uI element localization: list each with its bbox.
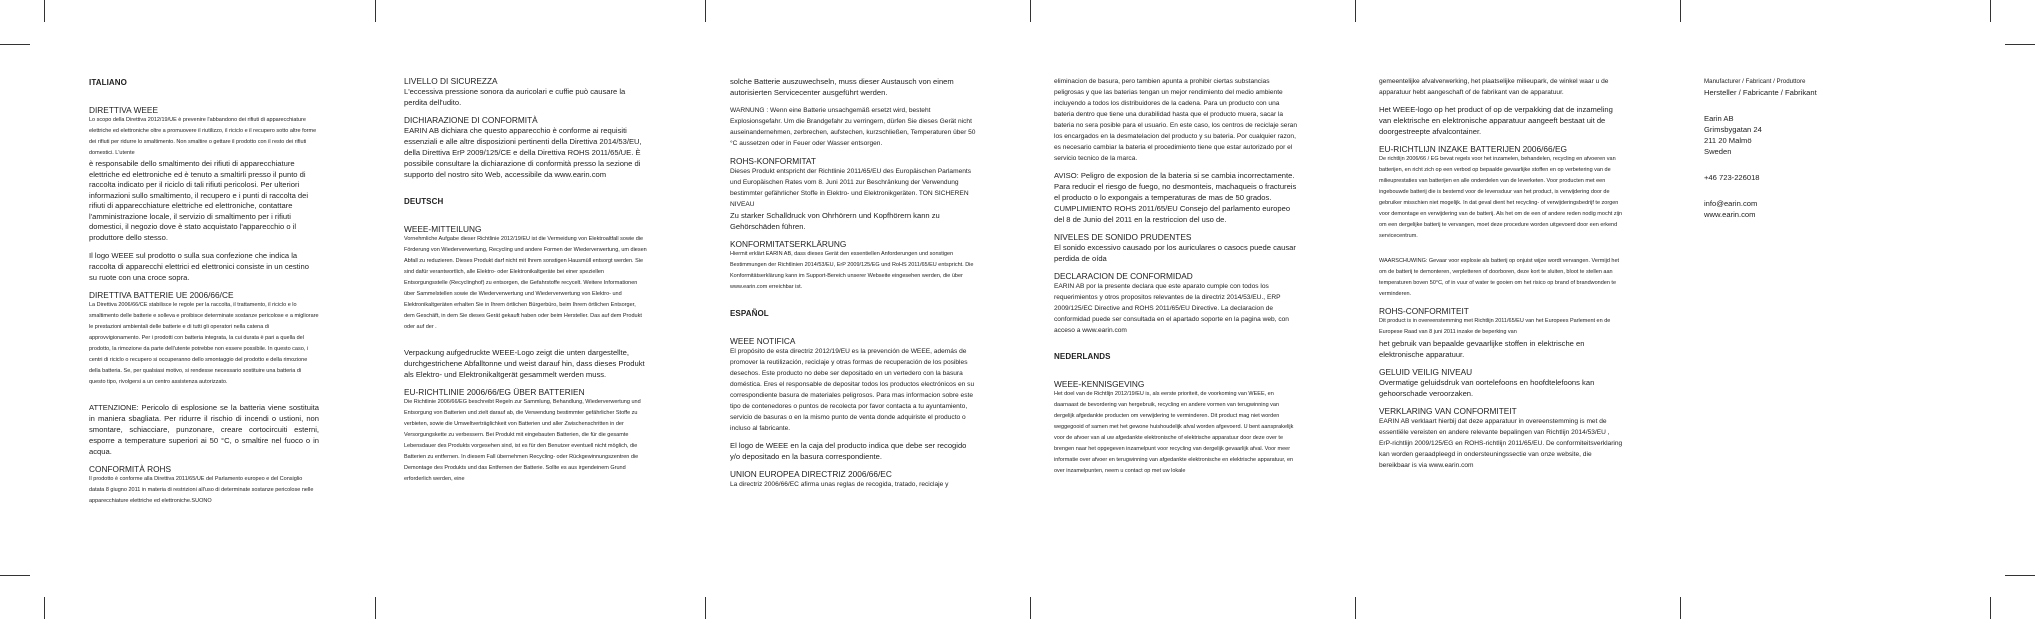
crop-mark [44,0,45,22]
section-title-doc: DICHIARAZIONE DI CONFORMITÀ [404,115,538,125]
section-body-battery-cont: eliminacion de basura, pero tambien apunta a prohibir ciertas substancias peligrosas y que las baterias tengan un mejor rendimiento del medio ambiente incluyendo a todos los distribuidores de la cadena. Para un producto con una bateria dentro que tiene una durabilidad hasta que el producto muera, sacar la bateria no sera posible para el usuario. En este caso, los centros de reciclaje seran los encargados en la desmatelacion del producto y su bateria. Por cualquier razon, es necesario cambiar la bateria el procedimiento tiene que estar autorizado por el servicio tecnico de la marca. [1054,78,1298,162]
section-title-safety: LIVELLO DI SICUREZZA [404,76,498,86]
section-title-rohs: ROHS-CONFORMITEIT [1379,306,1469,316]
address-street: Grimsbygatan 24 [1704,125,1762,134]
section-body-safety: Overmatige geluidsdruk van oortelefoons en hoofdtelefoons kan gehoorschade veroorzaken. [1379,378,1595,398]
section-title-weee: DIRETTIVA WEEE [89,105,158,115]
section-title-battery: EU-RICHTLINIE 2006/66/EG ÜBER BATTERIEN [404,387,585,397]
weee-logo-text: Il logo WEEE sul prodotto o sulla sua confezione che indica la raccolta di apparecchi elettrici ed elettronici consiste in un cestino su ruote con una croce sopra. [89,251,309,282]
crop-mark [2005,575,2035,576]
section-body-weee: Lo scopo della Direttiva 2012/19/UE è prevenire l'abbandono dei rifiuti di apparecchiature elettriche ed elettroniche oltre a promuovere il riutilizzo, il riciclo e il recupero sotto altre forme dei rifiuti per ridurre lo smaltimento. Non smaltire o gettare il prodotto con il resto dei rifiuti domestici. L'utente [89,117,317,156]
section-body-battery: De richtlijn 2006/66 / EG bevat regels voor het inzamelen, behandelen, recycling en afvoeren van batterijen, en richt zich op een verbod op bepaalde gevaarlijke stoffen en op verbetering van de milieuprestaties van batterijen en alle onderdelen van de leverketen. Voor producten met een ingebouwde batterij die is bestemd voor de levensduur van het product, is verwijdering door de gebruiker misschien niet mogelijk. In dat geval dient het recycling- of verwijderingsbedrijf te zorgen voor demontage en verwijdering van de batterij. Als het om de een of andere reden nodig mocht zijn om een dergelijke batterij te vervangen, moet deze procedure worden uitgevoerd door een erkend servicecentrum. [1379,156,1623,239]
section-body-battery: La directriz 2006/66/EC afirma unas reglas de recogida, tratado, reciclaje y [730,481,949,488]
battery-warning: WARNUNG : Wenn eine Batterie unsachgemäß ersetzt wird, besteht Explosionsgefahr. Um die Brandgefahr zu verringern, dürfen Sie dieses Gerät nicht auseinandernehmen, zerbrechen, aufstechen, kurzschließen, Temperaturen über 50 °C aussetzen oder in Feuer oder Wasser entsorgen. [730,107,976,147]
fold-mark [705,597,706,619]
weee-logo-text: Verpackung aufgedruckte WEEE-Logo zeigt die unten dargestellte, durchgestrichene Abfalltonne und weist darauf hin, dass dieses Produkt als Elektro- und Elektronikaltgerät gesammelt werden muss. [404,348,645,379]
fold-mark [705,0,706,22]
crop-mark [1990,0,1991,22]
section-title-rohs: ROHS-KONFORMITAT [730,156,816,166]
language-heading-italiano: ITALIANO [89,78,127,87]
battery-warning: AVISO: Peligro de exposion de la bateria si se cambia incorrectamente. Para reducir el riesgo de fuego, no desmonteis, machaqueis o fractureis el producto o lo expongais a temperaturas de mas de 50 grados. CUMPLIMIENTO ROHS 2011/65/EU Consejo del parlamento europeo del 8 de Junio del 2011 en la restriccion del uso de. [1054,171,1297,224]
section-body-weee: Het doel van de Richtlijn 2012/19/EU is, als eerste prioriteit, de voorkoming van WEEE, en daarnaast de bevordering van hergebruik, recycling en andere vormen van terugwinning van dergelijk afgedankte producten om verwijdering te verminderen. Dit product mag niet worden weggegooid of samen met het gewone huishoudelijk afval worden afgevoerd. U bent aansprakelijk voor de afvoer van al uw afgedankte elektronische of elektrische apparatuur door deze over te brengen naar het opgegeven inzamelpunt voor recycling van dergelijk gevaarlijk afval. Voor meer informatie over afvoer en terugwinning van afgedankte elektronische en elektrische apparatuur, en over inzamelpunten, neem u contact op met uw lokale [1054,391,1294,474]
column-italiano [89,76,319,513]
battery-warning: ATTENZIONE: Pericolo di esplosione se la batteria viene sostituita in maniera sbagliata. Per ridurre il rischio di incendi o ustioni, non smontare, schiacciare, punzonare, creare cortocircuiti esterni, esporre a temperature superiori ai 50 °C, o smaltire nel fuoco o in acqua. [89,403,319,456]
fold-mark [1680,597,1681,619]
email-address: info@earin.com [1704,199,1758,208]
section-title-weee: WEEE-KENNISGEVING [1054,379,1145,389]
language-heading-deutsch: DEUTSCH [404,197,444,206]
section-body-rohs-cont: het gebruik van bepaalde gevaarlijke stoffen in elektrische en elektronische apparatuur. [1379,339,1585,359]
fold-mark [1355,0,1356,22]
section-body-sound: Zu starker Schalldruck von Ohrhörern und Kopfhörern kann zu Gehörschäden führen. [730,211,940,231]
phone-number: +46 723-226018 [1704,173,1760,182]
section-title-rohs: CONFORMITÀ ROHS [89,464,172,474]
section-title-weee: WEEE-MITTEILUNG [404,224,482,234]
column-nederlands [1054,76,1297,483]
fold-mark [1680,0,1681,22]
section-body-safety: El sonido excessivo causado por los auriculares o casocs puede causar perdida de oída [1054,243,1296,263]
section-title-doc: VERKLARING VAN CONFORMITEIT [1379,406,1517,416]
address-city: 211 20 Malmö [1704,136,1752,145]
fold-mark [1030,597,1031,619]
section-title-doc: KONFORMITATSERKLÄRUNG [730,239,847,249]
crop-mark [0,44,30,45]
column-manufacturer [1704,76,1884,227]
manufacturer-label-alt: Hersteller / Fabricante / Fabrikant [1704,88,1817,97]
section-body-rohs: Il prodotto è conforme alla Direttiva 2011/65/UE del Parlamento europeo e del Consiglio datata 8 giugno 2011 in materia di restrizioni all'uso di determinate sostanze pericolose nelle apparecchiature elettriche ed elettroniche.SUONO [89,476,314,504]
section-body-doc: EARIN AB dichiara che questo apparecchio è conforme ai requisiti essenziali e alle altre disposizioni pertinenti della Direttiva 2014/53/EU, della Direttiva ErP 2009/125/CE e della Direttiva ROHS 2011/65/UE. È possibile consultare la dichiarazione di conformità presso la sezione di supporto del nostro sito Web, accessibile da www.earin.com [404,126,642,179]
section-title-battery: DIRETTIVA BATTERIE UE 2006/66/CE [89,290,234,300]
section-title-safety: GELUID VEILIG NIVEAU [1379,367,1473,377]
column-deutsch [404,76,647,491]
section-body-weee-cont: gemeentelijke afvalverwerking, het plaatselijke milieupark, de winkel waar u de apparatuur hebt aangeschaft of de fabrikant van de apparatuur. [1379,78,1609,96]
section-title-battery: UNION EUROPEA DIRECTRIZ 2006/66/EC [730,469,892,479]
company-name: Earin AB [1704,114,1734,123]
manufacturer-label: Manufacturer / Fabricant / Produttore [1704,78,1806,85]
fold-mark [1355,597,1356,619]
crop-mark [2005,44,2035,45]
section-body-rohs: Dit product is in overeenstemming met Richtlijn 2011/65/EU van het Europees Parlement en de Europese Raad van 8 juni 2011 inzake de beperking van [1379,318,1611,335]
battery-warning: WAARSCHUWING: Gevaar voor explosie als batterij op onjuist wijze wordt vervangen. Vermijd het om de batterij te demonteren, verpletteren of doorboren, deze kort te sluiten, bloot te stellen aan temperaturen boven 50°C, of in vuur of water te gooien om het risico op brand of brandwonden te verminderen. [1379,258,1620,297]
fold-mark [375,0,376,22]
section-body-doc: EARIN AB por la presente declara que este aparato cumple con todos los requerimientos y otros propositos relevantes de la directriz 2014/53/EU., ERP 2009/125/EC Directive and ROHS 2011/65/EU Directive. La declaracion de conformidad puede ser consultada en el apartado soporte en la pagina web, con acceso a www.earin.com [1054,283,1289,334]
section-body-weee: El propósito de esta directriz 2012/19/EU es la prevención de WEEE, además de promover la reutilización, reciclaje y otras formas de recuperación de los posibles desechos. Este producto no debe ser depositado en un vertedero con la basura doméstica. Eres el responsable de depositar todos los productos electrónicos en su correspondiente basura de materiales peligrosos. Para mas informacion sobre este tipo de contenedores o puntos de recolecta por favor contacta a tu ayuntamiento, servicio de basuras o en la mismo punto de venta donde adquiriste el producto o incluso al fabricante. [730,348,975,432]
section-body-battery: La Direttiva 2006/66/CE stabilisce le regole per la raccolta, il trattamento, il riciclo e lo smaltimento delle batterie e solleva e proibisce determinate sostanze pericolose e a migliorare le prestazioni ambientali delle batterie e di tutti gli operatori nella catena di approvvigionamento. Per i prodotti con batteria integrata, la cui durata è pari a quella del prodotto, la rimozione da parte dell'utente potrebbe non essere possibile. In questo caso, i centri di riciclo o recupero si occuperanno dello smontaggio del prodotto e della rimozione della batteria. Se, per qualsiasi motivo, si rendesse necessario sostituire una batteria di questo tipo, rivolgersi a un centro assistenza autorizzato. [89,302,319,385]
section-title-battery: EU-RICHTLIJN INZAKE BATTERIJEN 2006/66/EG [1379,144,1567,154]
fold-mark [375,597,376,619]
section-body-doc: EARIN AB verklaart hierbij dat deze apparatuur in overeenstemming is met de essentiële vereisten en andere relevante bepalingen van Richtlijn 2014/53/EU , ErP-richtlijn 2009/125/EG en ROHS-richtlijn 2011/65/EU. De conformiteitsverklaring kan worden geraadpleegd in ondersteuningssectie van onze website, die bereikbaar is via www.earin.com [1379,418,1623,469]
section-body-battery-cont: solche Batterie auszuwechseln, muss dieser Austausch von einem autorisierten Servicecenter ausgeführt werden. [730,77,954,97]
weee-logo-text: Het WEEE-logo op het product of op de verpakking dat de inzameling van elektrische en elektronische apparatuur aangeeft bestaat uit de doorgestreepte afvalcontainer. [1379,105,1613,136]
section-body-safety: L'eccessiva pressione sonora da auricolari e cuffie può causare la perdita dell'udito. [404,87,626,107]
crop-mark [1990,597,1991,619]
section-title-weee: WEEE NOTIFICA [730,336,796,346]
crop-mark [44,597,45,619]
language-heading-nederlands: NEDERLANDS [1054,352,1111,361]
column-nederlands-cont [1379,76,1624,477]
website: www.earin.com [1704,210,1756,219]
section-title-safety: NIVELES DE SONIDO PRUDENTES [1054,232,1192,242]
fold-mark [1030,0,1031,22]
weee-logo-text: El logo de WEEE en la caja del producto indica que debe ser recogido y/o depositado en la basura correspondiente. [730,441,967,461]
column-espanol [730,76,978,496]
section-body-doc: Hiermit erklärt EARIN AB, dass dieses Gerät den essentiellen Anforderungen und sonstigen Bestimmungen der Richtlinien 2014/53/EU, ErP 2009/125/EG und RoHS 2011/65/EU entspricht. Die Konformitätserklärung kann im Support-Bereich unserer Webseite eingesehen werden, die über www.earin.com erreichbar ist. [730,251,974,290]
section-body-weee-cont: è responsabile dello smaltimento dei rifiuti di apparecchiature elettriche ed elettroniche ed è tenuto a smaltirli presso il punto di raccolta indicato per il riciclo di tali rifiuti pericolosi. Per ulteriori informazioni sullo smaltimento, il recupero e i punti di raccolta dei rifiuti di apparecchiature elettriche ed elettroniche, contattare l'amministrazione locale, il servizio di smaltimento per i rifiuti domestici, il negozio dove è stato acquistato l'apparecchio o il produttore dello stesso. [89,159,309,242]
section-title-doc: DECLARACION DE CONFORMIDAD [1054,271,1193,281]
section-body-rohs: Dieses Produkt entspricht der Richtlinie 2011/65/EU des Europäischen Parlaments und Europäischen Rates vom 8. Juni 2011 zur Beschränkung der Verwendung bestimmter gefährlicher Stoffe in Elektro- und Elektronikgeräten. TON SICHEREN NIVEAU [730,168,972,208]
crop-mark [0,575,30,576]
section-body-battery: Die Richtlinie 2006/66/EG beschreibt Regeln zur Sammlung, Behandlung, Wiederverwertung und Entsorgung von Batterien und zielt darauf ab, die Verwendung bestimmter gefährlicher Stoffe zu verbieten, sowie die Umweltverträglichkeit von Batterien und aller Zwischenschritten in der Versorgungskette zu verbessern. Bei Produkt mit eingebauten Batterien, die für die gesamte Lebensdauer des Produkts vorgesehen sind, ist es für den Benutzer eventuell nicht möglich, die Batterien zu entfernen. In diesem Fall übernehmen Recycling- oder Rückgewinnungszentren die Demontage des Produkts und das Entfernen der Batterie. Sollte es aus irgendeinem Grund erforderlich werden, eine [404,399,641,482]
address-country: Sweden [1704,147,1732,156]
language-heading-espanol: ESPAÑOL [730,309,769,318]
section-body-weee: Vornehmliche Aufgabe dieser Richtlinie 2012/19/EU ist die Vermeidung von Elektroaltfall sowie die Förderung von Wiederverwertung, Recycling und andere Formen der Wiederverwertung, um diesen Abfall zu reduzieren. Dieses Produkt darf nicht mit Ihrem sonstigen Hausmüll entsorgt werden. Sie sind dafür verantwortlich, alle Elektro- oder Elektronikaltgeräte bei einer speziellen Entsorgungsstelle (Recyclinghof) zu entsorgen, die Gefahrstoffe recycelt. Weitere Informationen über Sammelstellen sowie die Wiederverwertung und Wiederverwertung von Elektro- und Elektronikaltgeräten erhalten Sie in Ihrem örtlichen Bürgerbüro, beim Ihrem örtlichen Entsorger, dem Geschäft, in dem Sie dieses Gerät gekauft haben oder beim Hersteller. Das auf dem Produkt oder auf der . [404,236,647,330]
